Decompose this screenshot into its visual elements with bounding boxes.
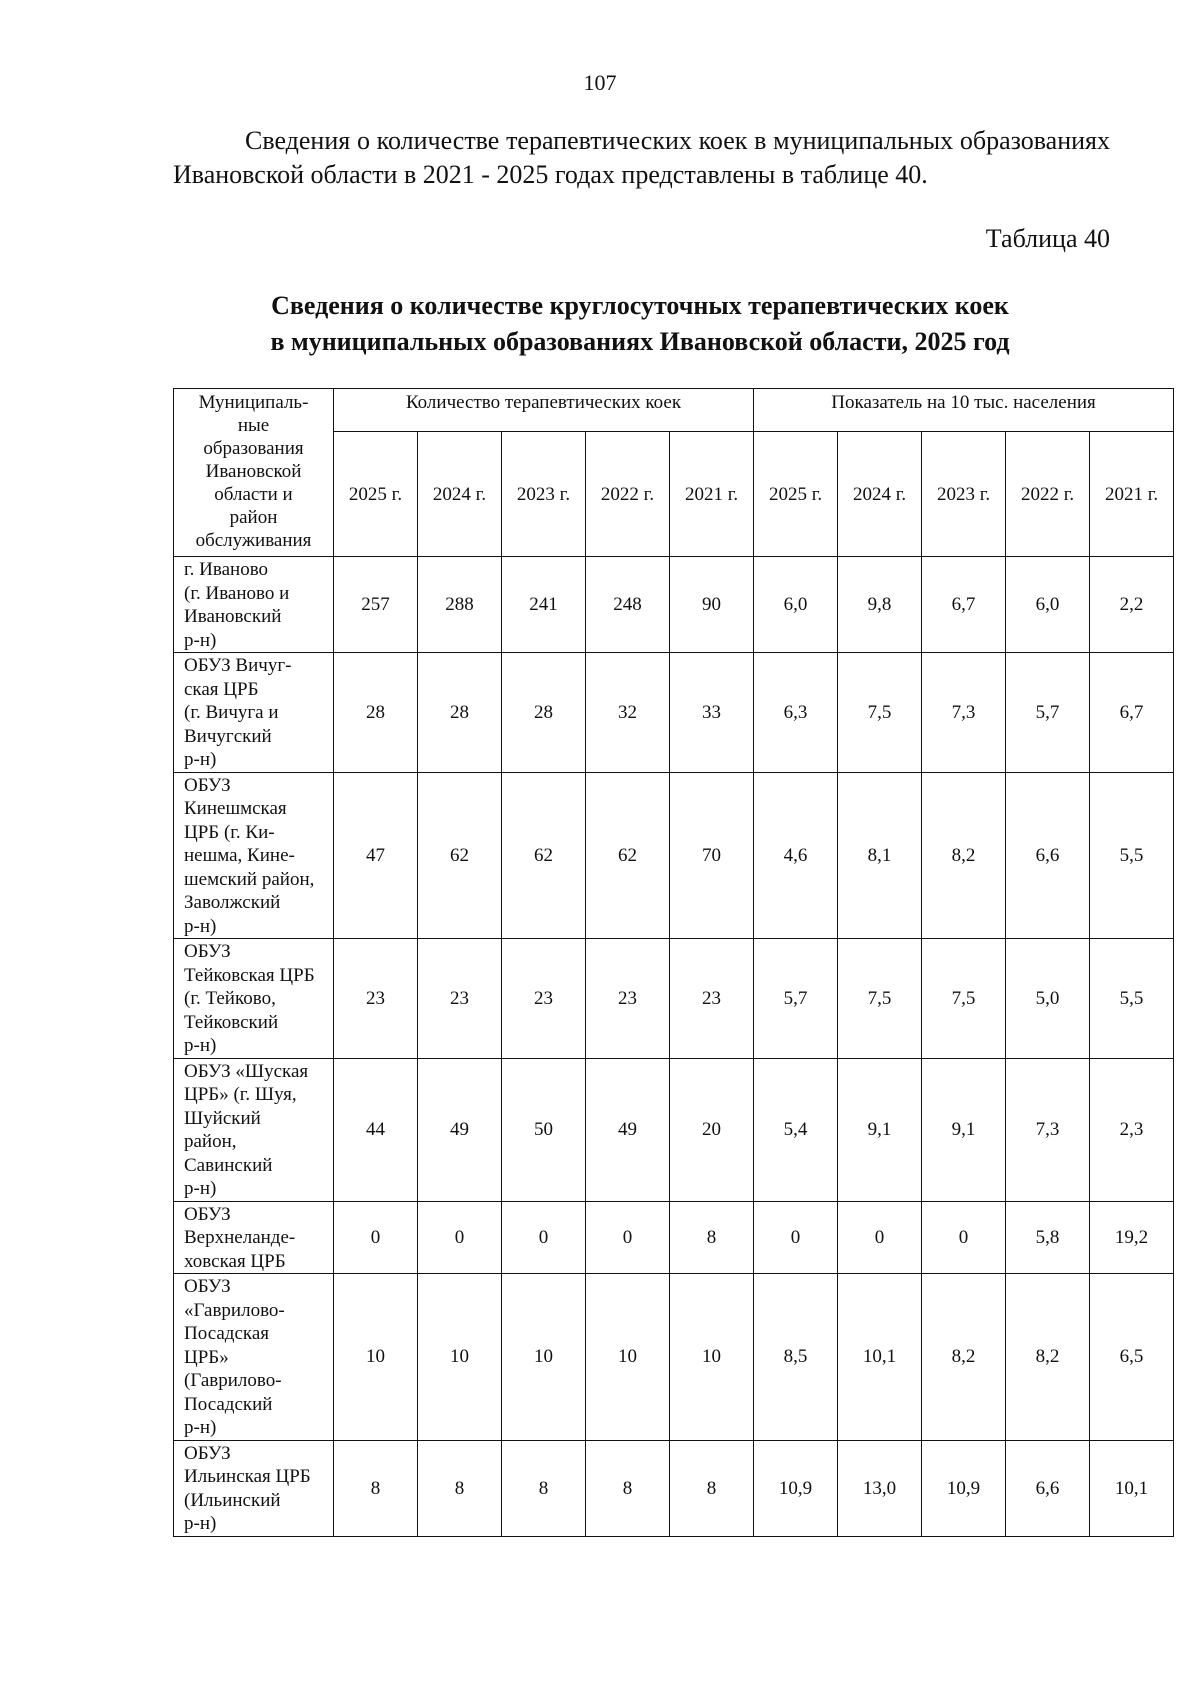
rate-value: 0 — [922, 1201, 1006, 1274]
beds-table — [173, 388, 1174, 1537]
table-row — [174, 653, 1174, 773]
rate-value: 8,1 — [838, 772, 922, 939]
beds-value: 23 — [586, 939, 670, 1059]
beds-value: 28 — [334, 653, 418, 773]
rate-value: 6,6 — [1006, 772, 1090, 939]
beds-value: 23 — [418, 939, 502, 1059]
rate-value: 7,3 — [922, 653, 1006, 773]
beds-value: 23 — [334, 939, 418, 1059]
rate-value: 9,8 — [838, 557, 922, 653]
beds-value: 70 — [670, 772, 754, 939]
beds-year-header: 2022 г. — [586, 432, 670, 557]
rate-year-header: 2024 г. — [838, 432, 922, 557]
beds-value: 8 — [502, 1440, 586, 1536]
rate-value: 13,0 — [838, 1440, 922, 1536]
rate-value: 9,1 — [922, 1058, 1006, 1201]
beds-value: 248 — [586, 557, 670, 653]
table-row — [174, 1274, 1174, 1441]
rate-value: 10,1 — [838, 1274, 922, 1441]
table-row — [174, 557, 1174, 653]
beds-value: 241 — [502, 557, 586, 653]
table-row — [174, 1058, 1174, 1201]
beds-value: 32 — [586, 653, 670, 773]
beds-value: 10 — [586, 1274, 670, 1441]
rate-value: 8,2 — [922, 772, 1006, 939]
rate-value: 6,0 — [1006, 557, 1090, 653]
beds-year-header: 2024 г. — [418, 432, 502, 557]
rate-value: 10,9 — [922, 1440, 1006, 1536]
rate-value: 7,5 — [922, 939, 1006, 1059]
rate-value: 5,5 — [1090, 939, 1174, 1059]
beds-value: 10 — [418, 1274, 502, 1441]
table-title-line-2: в муниципальных образованиях Ивановской области, 2025 год — [270, 327, 1010, 356]
beds-value: 62 — [586, 772, 670, 939]
beds-group-header: Количество терапевтических коек — [334, 389, 754, 432]
table-row — [174, 772, 1174, 939]
rate-value: 8,2 — [922, 1274, 1006, 1441]
rate-value: 5,8 — [1006, 1201, 1090, 1274]
rate-value: 2,2 — [1090, 557, 1174, 653]
beds-value: 10 — [502, 1274, 586, 1441]
rate-value: 5,7 — [1006, 653, 1090, 773]
beds-year-header: 2021 г. — [670, 432, 754, 557]
rate-year-header: 2023 г. — [922, 432, 1006, 557]
beds-value: 90 — [670, 557, 754, 653]
table-title — [0, 288, 1200, 360]
rate-value: 5,5 — [1090, 772, 1174, 939]
rate-value: 6,6 — [1006, 1440, 1090, 1536]
beds-value: 33 — [670, 653, 754, 773]
rate-group-header: Показатель на 10 тыс. населения — [754, 389, 1174, 432]
table-header-row-groups — [174, 389, 1174, 432]
rate-value: 4,6 — [754, 772, 838, 939]
beds-value: 8 — [586, 1440, 670, 1536]
rate-value: 7,3 — [1006, 1058, 1090, 1201]
rate-value: 6,3 — [754, 653, 838, 773]
table-label: Таблица 40 — [985, 224, 1110, 253]
rate-value: 10,1 — [1090, 1440, 1174, 1536]
rate-value: 8,2 — [1006, 1274, 1090, 1441]
rate-value: 2,3 — [1090, 1058, 1174, 1201]
rate-year-header: 2022 г. — [1006, 432, 1090, 557]
municipality-name: ОБУЗ Вичуг- ская ЦРБ (г. Вичуга и Вичугский р-н) — [174, 653, 334, 773]
beds-value: 23 — [670, 939, 754, 1059]
beds-value: 49 — [586, 1058, 670, 1201]
rate-value: 7,5 — [838, 653, 922, 773]
rate-value: 6,7 — [922, 557, 1006, 653]
intro-paragraph: Сведения о количестве терапевтических коек в муниципальных образованиях Ивановской области в 2021 - 2025 годах представлены в таблице 40. — [173, 126, 1110, 189]
municipality-column-header: Муниципаль- ные образования Ивановской области и район обслуживания — [174, 389, 334, 557]
table-row — [174, 939, 1174, 1059]
rate-value: 0 — [754, 1201, 838, 1274]
table-body — [174, 557, 1174, 1537]
beds-value: 8 — [670, 1201, 754, 1274]
rate-value: 19,2 — [1090, 1201, 1174, 1274]
beds-value: 62 — [418, 772, 502, 939]
rate-value: 6,5 — [1090, 1274, 1174, 1441]
beds-value: 44 — [334, 1058, 418, 1201]
rate-value: 0 — [838, 1201, 922, 1274]
beds-value: 50 — [502, 1058, 586, 1201]
rate-value: 5,4 — [754, 1058, 838, 1201]
beds-value: 10 — [334, 1274, 418, 1441]
page-number: 107 — [583, 70, 617, 95]
municipality-name: ОБУЗ «Шуская ЦРБ» (г. Шуя, Шуйский район, Савинский р-н) — [174, 1058, 334, 1201]
rate-value: 9,1 — [838, 1058, 922, 1201]
beds-value: 23 — [502, 939, 586, 1059]
beds-value: 257 — [334, 557, 418, 653]
rate-value: 8,5 — [754, 1274, 838, 1441]
rate-year-header: 2025 г. — [754, 432, 838, 557]
beds-value: 288 — [418, 557, 502, 653]
beds-value: 28 — [418, 653, 502, 773]
beds-value: 0 — [502, 1201, 586, 1274]
municipality-name: ОБУЗ Кинешмская ЦРБ (г. Ки- нешма, Кине- шемский район, Заволжский р-н) — [174, 772, 334, 939]
beds-year-header: 2023 г. — [502, 432, 586, 557]
beds-value: 0 — [334, 1201, 418, 1274]
rate-value: 5,0 — [1006, 939, 1090, 1059]
beds-value: 47 — [334, 772, 418, 939]
table-row — [174, 1201, 1174, 1274]
beds-value: 62 — [502, 772, 586, 939]
municipality-name: ОБУЗ Тейковская ЦРБ (г. Тейково, Тейковский р-н) — [174, 939, 334, 1059]
rate-value: 6,0 — [754, 557, 838, 653]
municipality-name: ОБУЗ Верхнеланде- ховская ЦРБ — [174, 1201, 334, 1274]
beds-value: 8 — [670, 1440, 754, 1536]
beds-value: 20 — [670, 1058, 754, 1201]
rate-year-header: 2021 г. — [1090, 432, 1174, 557]
beds-value: 0 — [586, 1201, 670, 1274]
rate-value: 6,7 — [1090, 653, 1174, 773]
beds-year-header: 2025 г. — [334, 432, 418, 557]
rate-value: 7,5 — [838, 939, 922, 1059]
beds-value: 0 — [418, 1201, 502, 1274]
beds-value: 8 — [418, 1440, 502, 1536]
table-title-line-1: Сведения о количестве круглосуточных терапевтических коек — [271, 291, 1009, 320]
beds-value: 10 — [670, 1274, 754, 1441]
beds-value: 49 — [418, 1058, 502, 1201]
municipality-name: ОБУЗ Ильинская ЦРБ (Ильинский р-н) — [174, 1440, 334, 1536]
beds-value: 8 — [334, 1440, 418, 1536]
rate-value: 10,9 — [754, 1440, 838, 1536]
municipality-name: ОБУЗ «Гаврилово- Посадская ЦРБ» (Гаврилово- Посадский р-н) — [174, 1274, 334, 1441]
rate-value: 5,7 — [754, 939, 838, 1059]
table-row — [174, 1440, 1174, 1536]
beds-value: 28 — [502, 653, 586, 773]
municipality-name: г. Иваново (г. Иваново и Ивановский р-н) — [174, 557, 334, 653]
